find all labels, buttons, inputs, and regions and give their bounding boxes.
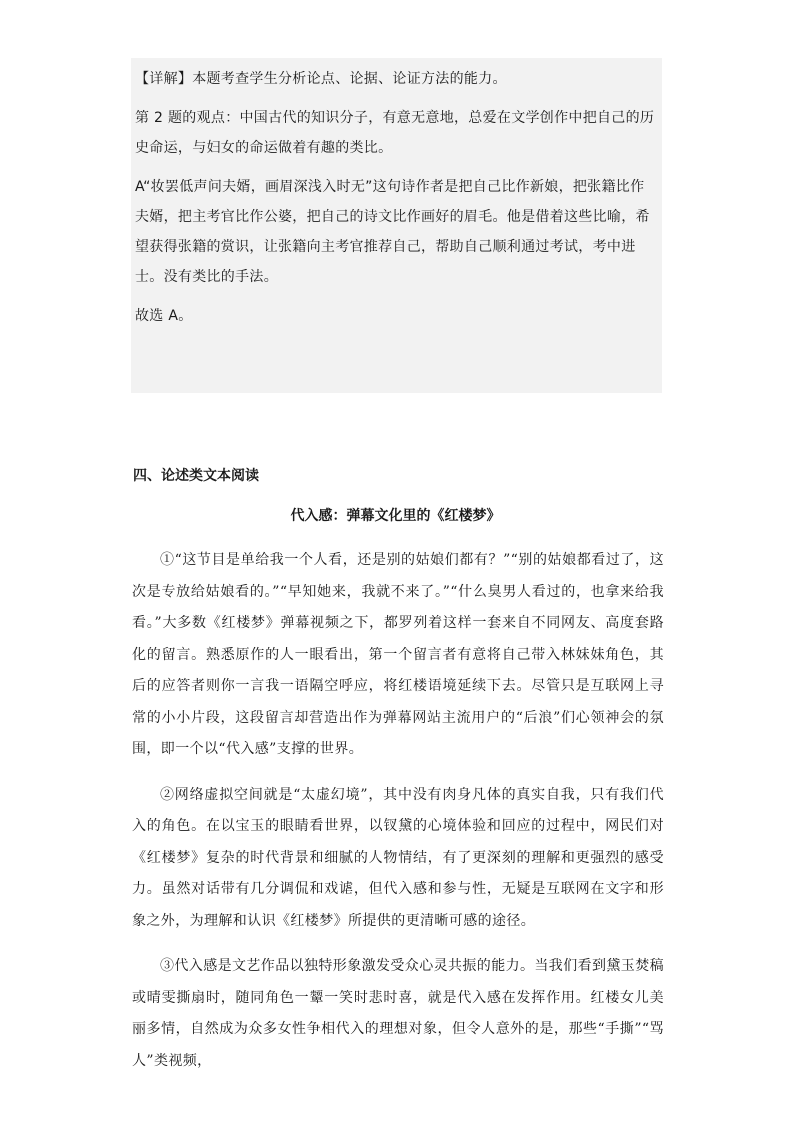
answer-detail: 【详解】本题考查学生分析论点、论据、论证方法的能力。: [135, 71, 507, 87]
article-body: [132, 545, 664, 1091]
article-paragraph-1: ①“这节目是单给我一个人看，还是别的姑娘们都有？”“别的姑娘都看过了，这次是专放给姑娘看的。”“早知她来，我就不来了。”“什么臭男人看过的，也拿来给我看。”大多数《红楼梦》弹幕视频之下，都罗列着这样一套来自不同网友、高度套路化的留言。熟悉原作的人一眼看出，第一个留言者有意将自己带入林妹妹角色，其后的应答者则你一言我一语隔空呼应，将红楼语境延续下去。尽管只是互联网上寻常的小小片段，这段留言却营造出作为弹幕网站主流用户的“后浪”们心领神会的氛围，即一个以“代入感”支撑的世界。: [132, 552, 664, 757]
article-title: 代入感：弹幕文化里的《红楼梦》: [290, 508, 501, 524]
answer-explanation-box: [131, 58, 662, 393]
section-heading: 四、论述类文本阅读: [133, 468, 259, 484]
answer-viewpoint: 第 2 题的观点：中国古代的知识分子，有意无意地，总爱在文学创作中把自己的历史命运，与妇女的命运做着有趣的类比。: [135, 110, 655, 156]
article-paragraph-3: ③代入感是文艺作品以独特形象激发受众心灵共振的能力。当我们看到黛玉焚稿或晴雯撕扇时，随同角色一颦一笑时悲时喜，就是代入感在发挥作用。红楼女儿美丽多情，自然成为众多女性争相代入的理想对象，但令人意外的是，那些“手撕”“骂人”类视频，: [132, 958, 664, 1069]
article-paragraph-2: ②网络虚拟空间就是“太虚幻境”，其中没有肉身凡体的真实自我，只有我们代入的角色。在以宝玉的眼睛看世界，以钗黛的心境体验和回应的过程中，网民们对《红楼梦》复杂的时代背景和细腻的人物情结，有了更深刻的理解和更强烈的感受力。虽然对话带有几分调侃和戏谑，但代入感和参与性，无疑是互联网在文字和形象之外，为理解和认识《红楼梦》所提供的更清晰可感的途径。: [132, 786, 664, 929]
answer-analysis: A“妆罢低声问夫婿，画眉深浅入时无”这句诗作者是把自己比作新娘，把张籍比作夫婿，把主考官比作公婆，把自己的诗文比作画好的眉毛。他是借着这些比喻，希望获得张籍的赏识，让张籍向主考官推荐自己，帮助自己顺利通过考试，考中进士。没有类比的手法。: [135, 179, 650, 285]
answer-conclusion: 故选 A。: [135, 308, 193, 324]
